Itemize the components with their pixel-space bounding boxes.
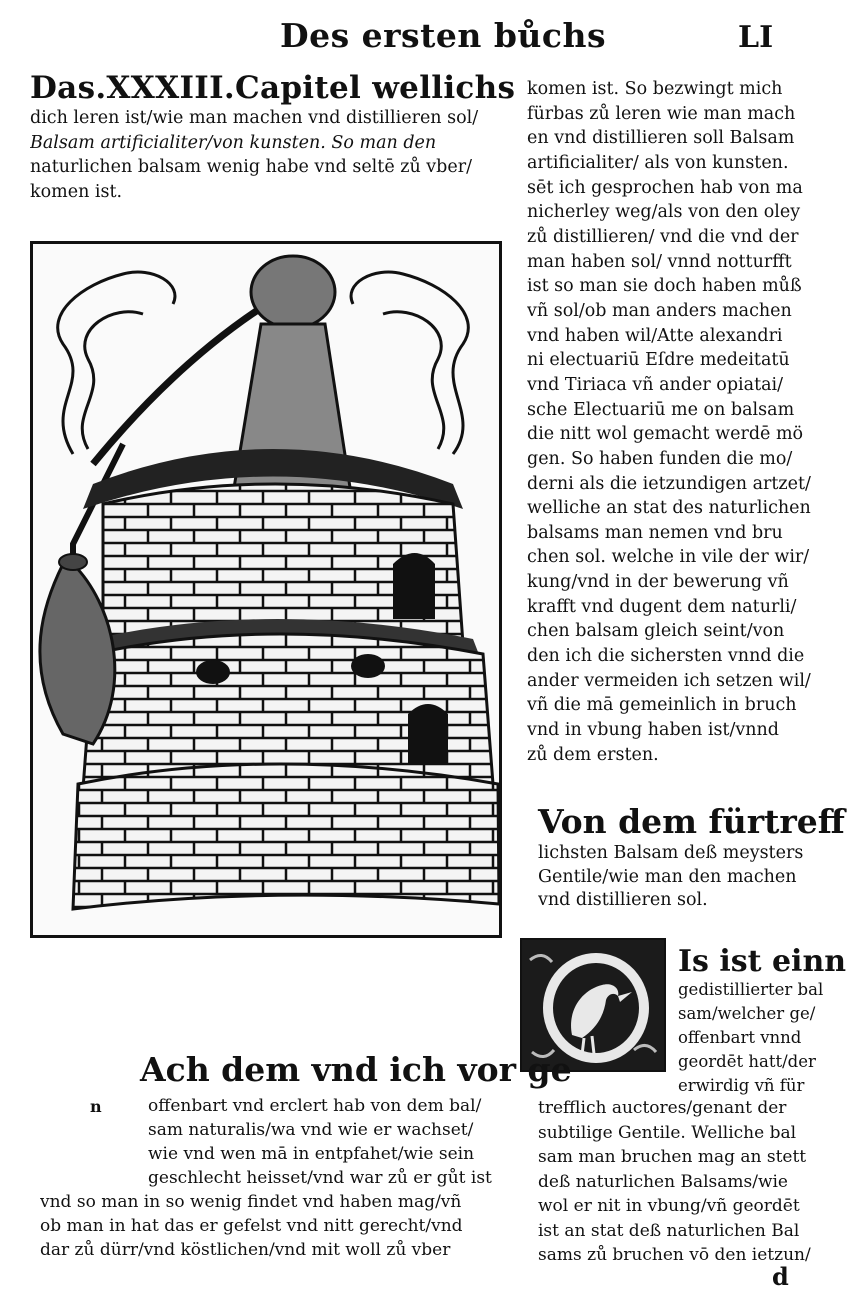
right-bottom-text — [538, 1096, 838, 1268]
text-line: vnd haben wil/Atte alexandri — [527, 325, 783, 346]
text-line: ist an stat deß naturlichen Bal — [538, 1220, 800, 1241]
text-line: sams zů bruchen vō den ietzun/ — [538, 1245, 811, 1265]
running-title: Des ersten bůchs — [280, 16, 607, 55]
text-line: artificialiter/ als von kunsten. — [527, 152, 789, 173]
text-line: wie vnd wen mā in entpfahet/wie sein — [148, 1144, 475, 1164]
text-line: die nitt wol gemacht werdē mö — [527, 424, 804, 445]
text-line: vnd in vbung haben ist/vnnd — [527, 720, 779, 741]
text-line: den ich die sichersten vnnd die — [527, 646, 805, 667]
text-line: vnd so man in so wenig findet vnd haben mag/vñ — [40, 1192, 462, 1212]
text-line: deß naturlichen Balsams/wie — [538, 1171, 788, 1192]
chapter-line: Balsam artificialiter/von kunsten. So man den — [30, 132, 437, 153]
chapter-line: naturlichen balsam wenig habe vnd seltē zů vber/ — [30, 157, 472, 178]
text-line: trefflich auctores/genant der — [538, 1098, 787, 1118]
text-line: ob man in hat das er gefelst vnd nitt gerecht/vnd — [40, 1216, 463, 1236]
text-line: fürbas zů leren wie man mach — [527, 103, 796, 124]
text-line: vnd distillieren sol. — [538, 890, 708, 910]
folio-number: LI — [738, 20, 774, 55]
text-line: welliche an stat des naturlichen — [527, 498, 811, 519]
text-line: subtilige Gentile. Welliche bal — [538, 1122, 797, 1143]
text-line: chen sol. welche in vile der wir/ — [527, 547, 810, 568]
text-line: ni electuariū Eſdre medeitatū — [527, 350, 790, 371]
left-bottom-text — [40, 1094, 518, 1262]
text-line: nicherley weg/als von den oley — [527, 202, 801, 223]
chapter-line: dich leren ist/wie man machen vnd distillieren sol/ — [30, 108, 479, 128]
initial-side-text — [678, 978, 838, 1098]
text-line: komen ist. So bezwingt mich — [527, 79, 783, 99]
text-line: en vnd distillieren soll Balsam — [527, 128, 795, 149]
text-line: geschlecht heisset/vnd war zů er gůt ist — [148, 1168, 492, 1188]
right-column-text — [527, 77, 830, 767]
text-line: erwirdig vñ für — [678, 1076, 805, 1095]
smoke-right-icon — [351, 272, 468, 454]
furnace-door-lower-icon — [408, 704, 448, 764]
furnace-door-upper-icon — [393, 553, 435, 619]
guide-letter: n — [90, 1097, 102, 1116]
text-line: ander vermeiden ich setzen wil/ — [527, 670, 811, 691]
text-line: wol er nit in vbung/vñ geordēt — [538, 1196, 800, 1216]
text-line: vñ sol/ob man anders machen — [527, 300, 792, 321]
text-line: kung/vnd in der bewerung vñ — [527, 572, 789, 593]
text-line: sche Electuariū me on balsam — [527, 399, 795, 420]
text-line: gen. So haben funden die mo/ — [527, 448, 793, 469]
text-line: derni als die ietzundigen artzet/ — [527, 473, 811, 494]
text-line: vnd Tiriaca vñ ander opiatai/ — [527, 374, 784, 395]
section-subheading — [538, 842, 838, 913]
text-line: gedistillierter bal — [678, 980, 824, 999]
text-line: sam naturalis/wa vnd wie er wachset/ — [148, 1120, 474, 1140]
catchword: d — [772, 1262, 789, 1291]
text-line: offenbart vnnd — [678, 1028, 802, 1047]
section-opening-heading: Ach dem vnd ich vor ge — [140, 1050, 572, 1089]
text-line: zů dem ersten. — [527, 744, 659, 765]
text-line: krafft vnd dugent dem naturli/ — [527, 596, 797, 617]
text-line: man haben sol/ vnnd notturfft — [527, 251, 792, 272]
alembic-head-icon — [251, 256, 335, 328]
text-line: ist so man sie doch haben můß — [527, 276, 802, 297]
text-line: Gentile/wie man den machen — [538, 866, 797, 887]
text-line: sēt ich gesprochen hab von ma — [527, 177, 803, 198]
chapter-heading: Das.XXXIII.Capitel wellichs — [30, 70, 516, 106]
smoke-left-icon — [58, 272, 175, 454]
text-line: sam man bruchen mag an stett — [538, 1147, 807, 1167]
chapter-block — [30, 70, 516, 204]
text-line: chen balsam gleich seint/von — [527, 621, 785, 642]
text-line: vñ die mā gemeinlich in bruch — [527, 695, 797, 716]
text-line: sam/welcher ge/ — [678, 1004, 816, 1023]
text-line: balsams man nemen vnd bru — [527, 522, 783, 543]
section-heading: Von dem fürtreff — [538, 802, 845, 841]
woodcut-distillation-furnace — [30, 241, 502, 938]
text-line: geordēt hatt/der — [678, 1052, 816, 1071]
furnace-base-icon — [73, 764, 499, 909]
text-line: offenbart vnd erclert hab von dem bal/ — [148, 1096, 482, 1116]
text-line: lichsten Balsam deß meysters — [538, 843, 804, 863]
text-line: dar zů dürr/vnd köstlichen/vnd mit woll zů vber — [40, 1240, 451, 1260]
initial-first-line: Is ist einn — [678, 944, 847, 979]
text-line: zů distillieren/ vnd die vnd der — [527, 226, 799, 247]
chapter-line: komen ist. — [30, 181, 123, 202]
